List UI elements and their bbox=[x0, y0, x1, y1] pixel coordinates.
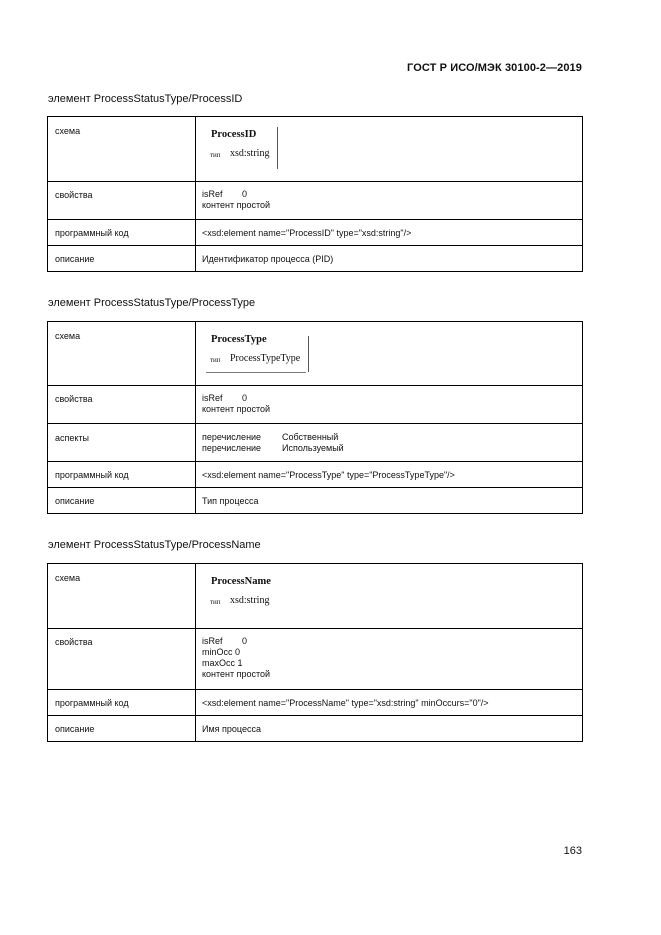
property-key: maxOcc bbox=[202, 658, 236, 668]
element-table-processtype bbox=[47, 321, 583, 514]
section-title-processid: элемент ProcessStatusType/ProcessID bbox=[48, 93, 243, 105]
property-row bbox=[202, 393, 582, 404]
property-key: isRef bbox=[202, 636, 223, 646]
schema-diagram bbox=[202, 564, 582, 628]
description-label: описание bbox=[48, 246, 196, 272]
facets-value bbox=[196, 424, 583, 462]
diagram-type-name: xsd:string bbox=[230, 595, 270, 606]
section-title-processname: элемент ProcessStatusType/ProcessName bbox=[48, 539, 261, 551]
facet-kind: перечисление bbox=[202, 443, 262, 453]
facets-label: аспекты bbox=[48, 424, 196, 462]
property-content: контент простой bbox=[202, 404, 271, 414]
document-code: ГОСТ Р ИСО/МЭК 30100-2—2019 bbox=[407, 62, 582, 74]
description-label: описание bbox=[48, 488, 196, 514]
facet-value: Используемый bbox=[282, 443, 344, 453]
property-value: 0 bbox=[242, 393, 248, 403]
properties-value bbox=[196, 182, 583, 220]
property-row bbox=[202, 658, 582, 669]
property-value: 0 bbox=[235, 647, 241, 657]
diagram-element-name: ProcessName bbox=[211, 576, 271, 587]
schema-diagram bbox=[202, 322, 582, 385]
property-value: 1 bbox=[237, 658, 243, 668]
facet-kind: перечисление bbox=[202, 432, 262, 442]
diagram-type-prefix: тип bbox=[210, 356, 221, 364]
section-title-processtype: элемент ProcessStatusType/ProcessType bbox=[48, 297, 256, 309]
property-key: isRef bbox=[202, 189, 223, 199]
properties-label: свойства bbox=[48, 629, 196, 690]
code-label: программный код bbox=[48, 690, 196, 716]
properties-value bbox=[196, 629, 583, 690]
code-label: программный код bbox=[48, 220, 196, 246]
diagram-type-name: xsd:string bbox=[230, 148, 270, 159]
property-content: контент простой bbox=[202, 669, 271, 679]
diagram-border bbox=[277, 127, 278, 169]
property-row bbox=[202, 647, 582, 658]
code-value: <xsd:element name="ProcessID" type="xsd:string"/> bbox=[196, 220, 583, 246]
property-value: 0 bbox=[242, 636, 248, 646]
description-label: описание bbox=[48, 716, 196, 742]
diagram-element-name: ProcessID bbox=[211, 129, 257, 140]
schema-label: схема bbox=[48, 322, 196, 386]
code-value: <xsd:element name="ProcessType" type="ProcessTypeType"/> bbox=[196, 462, 583, 488]
property-row bbox=[202, 636, 582, 647]
schema-label: схема bbox=[48, 564, 196, 629]
code-value: <xsd:element name="ProcessName" type="xsd:string" minOccurs="0"/> bbox=[196, 690, 583, 716]
description-value: Идентификатор процесса (PID) bbox=[196, 246, 583, 272]
property-key: minOcc bbox=[202, 647, 233, 657]
diagram-type-prefix: тип bbox=[210, 598, 221, 606]
description-value: Имя процесса bbox=[196, 716, 583, 742]
properties-value bbox=[196, 386, 583, 424]
property-key: isRef bbox=[202, 393, 223, 403]
code-label: программный код bbox=[48, 462, 196, 488]
property-value: 0 bbox=[242, 189, 248, 199]
property-row bbox=[202, 189, 582, 200]
facet-value: Собственный bbox=[282, 432, 339, 442]
properties-label: свойства bbox=[48, 386, 196, 424]
schema-label: схема bbox=[48, 117, 196, 182]
property-content: контент простой bbox=[202, 200, 271, 210]
schema-diagram bbox=[202, 117, 582, 181]
diagram-type-prefix: тип bbox=[210, 151, 221, 159]
facet-row bbox=[202, 443, 582, 454]
element-table-processname bbox=[47, 563, 583, 742]
diagram-border bbox=[308, 336, 309, 372]
description-value: Тип процесса bbox=[196, 488, 583, 514]
diagram-element-name: ProcessType bbox=[211, 334, 267, 345]
facet-row bbox=[202, 432, 582, 443]
page-number: 163 bbox=[563, 845, 582, 857]
diagram-type-name: ProcessTypeType bbox=[230, 353, 301, 364]
element-table-processid bbox=[47, 116, 583, 272]
properties-label: свойства bbox=[48, 182, 196, 220]
diagram-underline bbox=[206, 372, 306, 373]
